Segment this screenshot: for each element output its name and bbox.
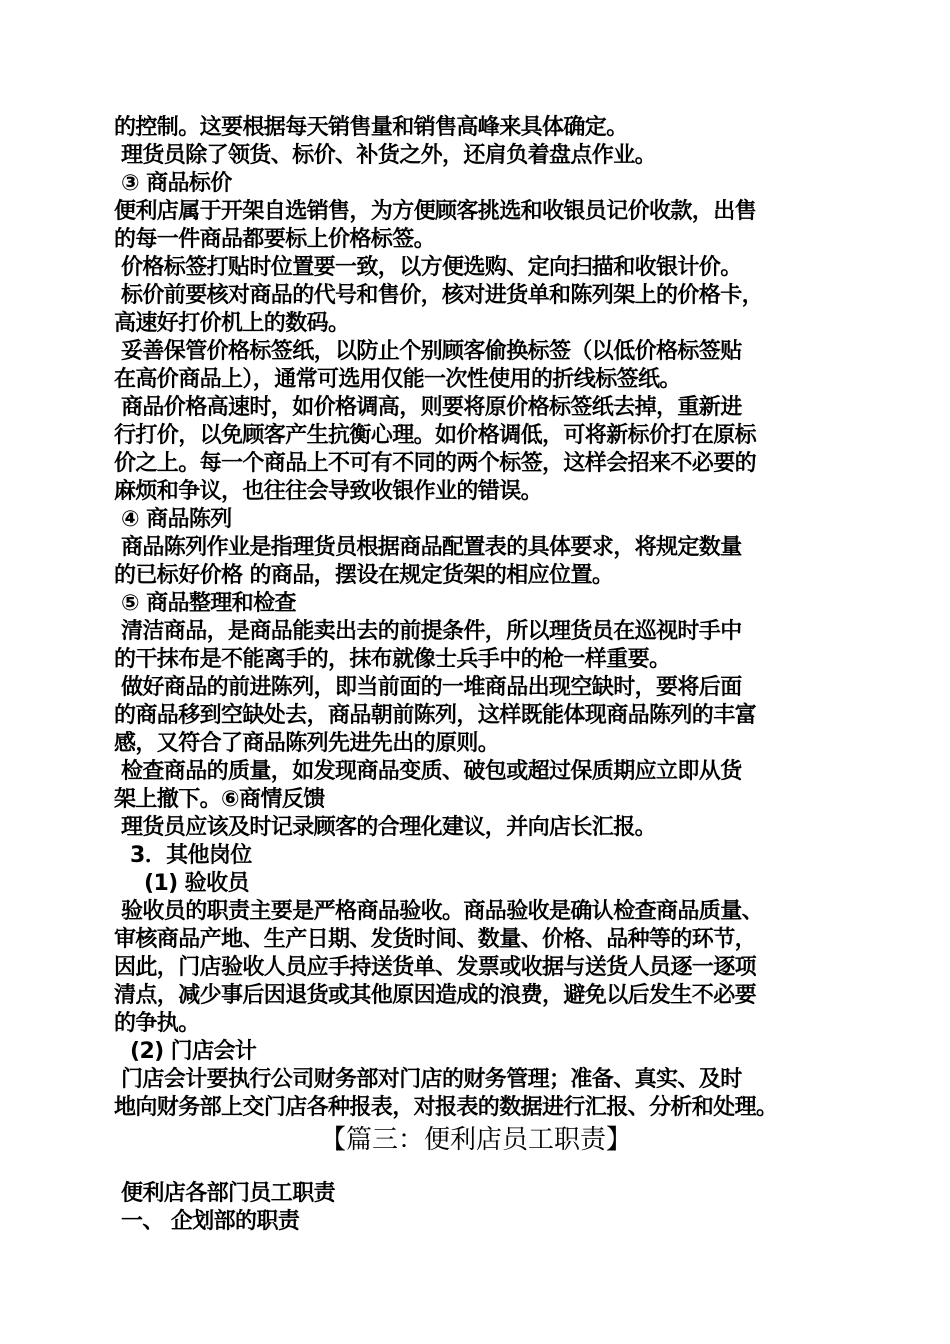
paragraph-line: 的干抹布是不能离手的，抹布就像士兵手中的枪一样重要。 [114,647,671,672]
paragraph-line: 做好商品的前进陈列，即当前面的一堆商品出现空缺时，要将后面 [121,675,742,700]
paragraph-line: 感，又符合了商品陈列先进先出的原则。 [114,731,500,756]
paragraph-line: 价之上。每一个商品上不可有不同的两个标签，这样会招来不必要的 [114,451,757,476]
paragraph-line: 妥善保管价格标签纸，以防止个别顾客偷换标签（以低价格标签贴 [121,339,742,364]
paragraph-line: 架上撤下。⑥商情反馈 [114,787,325,812]
paragraph-line: 因此，门店验收人员应手持送货单、发票或收据与送货人员逐一逐项 [114,955,757,980]
paragraph-line: 的控制。这要根据每天销售量和销售高峰来具体确定。 [114,115,628,140]
subtitle: 便利店各部门员工职责 [121,1181,336,1206]
paragraph-line: 的已标好价格 的商品，摆设在规定货架的相应位置。 [114,563,614,588]
paragraph-line: 标价前要核对商品的代号和售价，核对进货单和陈列架上的价格卡， [121,283,764,308]
paragraph-line: 的商品移到空缺处去，商品朝前陈列，这样既能体现商品陈列的丰富 [114,703,757,728]
paragraph-line: 理货员应该及时记录顾客的合理化建议，并向店长汇报。 [121,815,657,840]
paragraph-line: 价格标签打贴时位置要一致，以方便选购、定向扫描和收银计价。 [121,255,742,280]
section-heading-other-positions: 3．其他岗位 [130,843,252,868]
section-title: 【篇三：便利店员工职责】 [319,1125,632,1155]
section-heading-accountant: (2) 门店会计 [130,1039,257,1064]
section-heading-price-label: ③ 商品标价 [121,171,232,196]
document-body [114,114,838,1236]
paragraph-line: 审核商品产地、生产日期、发货时间、数量、价格、品种等的环节， [114,927,757,952]
paragraph-line: 清洁商品，是商品能卖出去的前提条件，所以理货员在巡视时手中 [121,619,742,644]
paragraph-line: 行打价，以免顾客产生抗衡心理。如价格调低，可将新标价打在原标 [114,423,757,448]
paragraph-line: 验收员的职责主要是严格商品验收。商品验收是确认检查商品质量、 [121,899,764,924]
paragraph-line: 的每一件商品都要标上价格标签。 [114,227,436,252]
paragraph-line: 清点，减少事后因退货或其他原因造成的浪费，避免以后发生不必要 [114,983,757,1008]
paragraph-line: 的争执。 [114,1011,200,1036]
paragraph-line: 麻烦和争议，也往往会导致收银作业的错误。 [114,479,543,504]
paragraph-line: 高速好打价机上的数码。 [114,311,350,336]
paragraph-line: 门店会计要执行公司财务部对门店的财务管理；准备、真实、及时 [121,1067,742,1092]
spacer [114,1158,838,1180]
paragraph-line: 检查商品的质量，如发现商品变质、破包或超过保质期应立即从货 [121,759,742,784]
section-heading-arrangement: ⑤ 商品整理和检查 [121,591,296,616]
paragraph-line: 商品陈列作业是指理货员根据商品配置表的具体要求，将规定数量 [121,535,742,560]
paragraph-line: 商品价格高速时，如价格调高，则要将原价格标签纸去掉，重新进 [121,395,742,420]
subheading: 一、 企划部的职责 [121,1209,300,1234]
paragraph-line: 在高价商品上），通常可选用仅能一次性使用的折线标签纸。 [114,367,681,392]
section-heading-display: ④ 商品陈列 [121,507,232,532]
paragraph-line: 地向财务部上交门店各种报表，对报表的数据进行汇报、分析和处理。 [114,1095,778,1120]
paragraph-line: 理货员除了领货、标价、补货之外，还肩负着盘点作业。 [121,143,657,168]
section-heading-receiver: (1) 验收员 [144,871,249,896]
paragraph-line: 便利店属于开架自选销售，为方便顾客挑选和收银员记价收款，出售 [114,199,757,224]
